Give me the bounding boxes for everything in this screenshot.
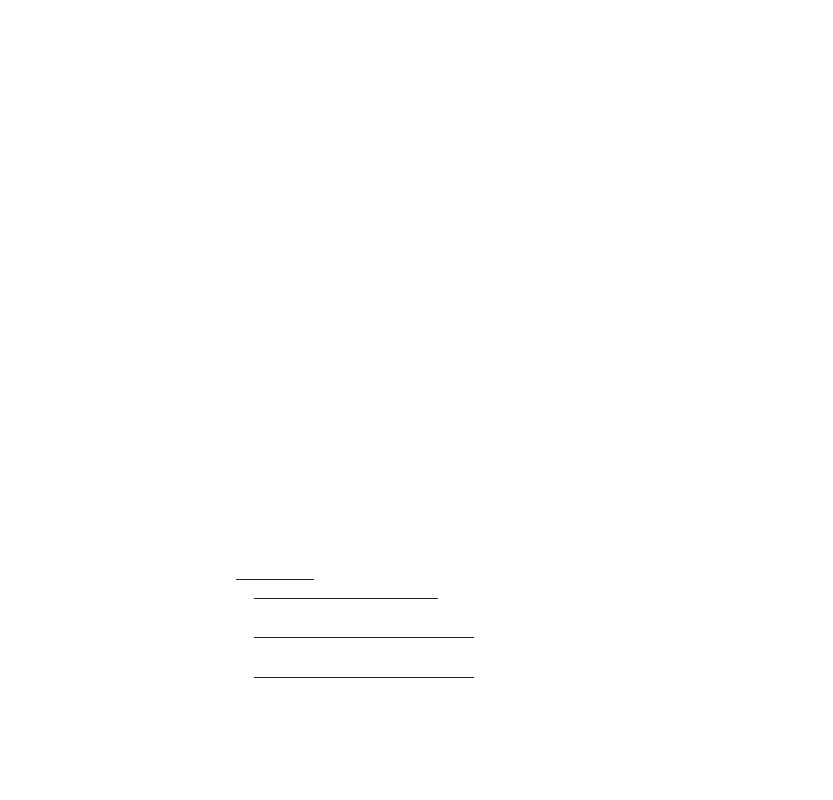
q17-blank-3b[interactable] xyxy=(364,665,474,678)
q17-part-3-line2 xyxy=(254,665,474,682)
q17-part-2-line2 xyxy=(254,625,474,642)
q17-blank-1c[interactable] xyxy=(318,586,438,599)
q17-blank-1b[interactable] xyxy=(254,586,318,599)
q17-blank-3a[interactable] xyxy=(254,665,364,678)
q17-blank-2a[interactable] xyxy=(254,625,364,638)
q17-blank-1a[interactable] xyxy=(236,567,314,580)
q17-blank-2b[interactable] xyxy=(364,625,474,638)
q17-part-1-line2 xyxy=(254,586,438,603)
q17-part-1-line1 xyxy=(236,567,314,584)
